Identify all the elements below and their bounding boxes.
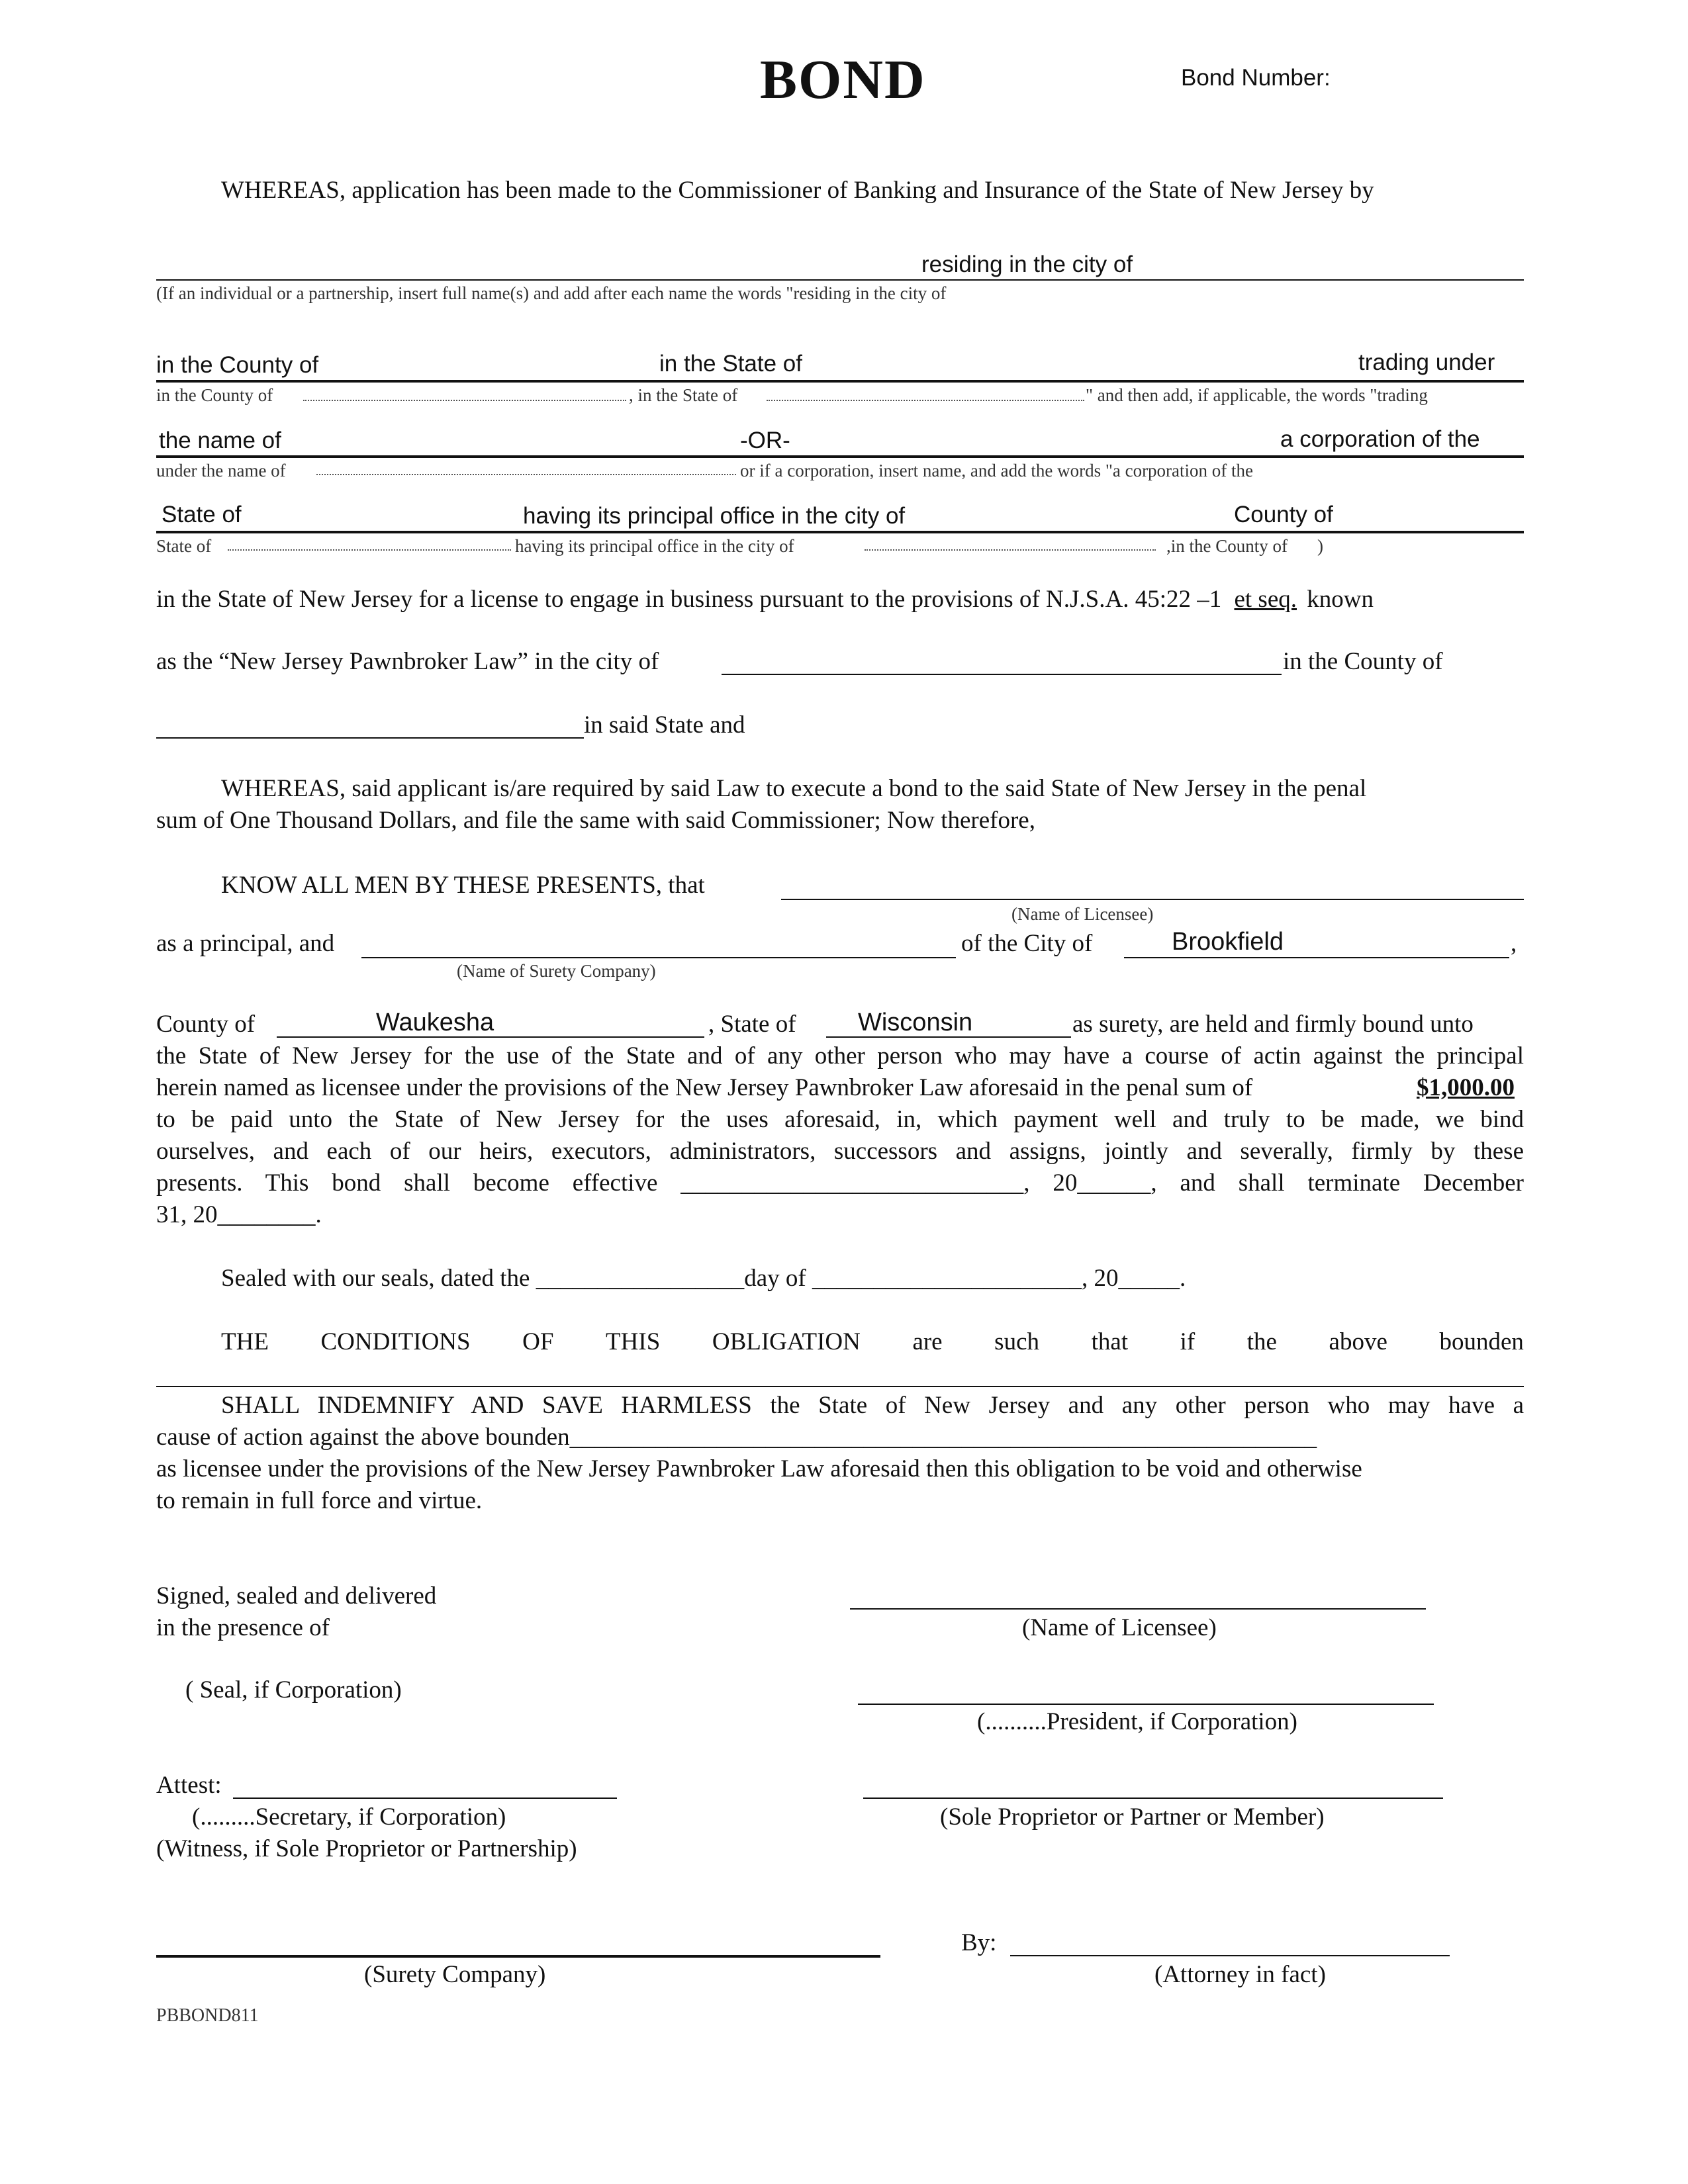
- conditions-word: CONDITIONS: [320, 1328, 471, 1355]
- county-label: in the County of: [156, 352, 319, 378]
- paragraph-line-5: ourselves, and each of our heirs, executors, administrators, successors and assigns, jointly and severally, firmly by these: [156, 1138, 1524, 1165]
- dotted-blank: [767, 400, 1084, 401]
- conditions-word: the: [1246, 1328, 1277, 1355]
- instruction-line-1: (If an individual or a partnership, insert full name(s) and add after each name the words "residing in the city of: [156, 283, 947, 303]
- surety-city-value[interactable]: Brookfield: [1172, 928, 1284, 956]
- name-of-label: the name of: [159, 428, 281, 453]
- indemnify-line-3: as licensee under the provisions of the New Jersey Pawnbroker Law aforesaid then this obligation to be void and otherwise: [156, 1455, 1362, 1482]
- name-of-licensee-label: (Name of Licensee): [1022, 1614, 1217, 1641]
- of-city-label: of the City of: [961, 930, 1093, 957]
- state-of-line[interactable]: [156, 531, 1524, 533]
- know-all-men-label: KNOW ALL MEN BY THESE PRESENTS, that: [221, 872, 705, 899]
- by-label: By:: [961, 1929, 997, 1956]
- name-of-line[interactable]: [156, 455, 1524, 458]
- dotted-blank: [316, 474, 736, 475]
- city-blank[interactable]: [722, 674, 1282, 675]
- comma: ,: [1511, 930, 1517, 957]
- president-signature-line[interactable]: [858, 1704, 1434, 1705]
- attorney-in-fact-label: (Attorney in fact): [1154, 1961, 1326, 1988]
- instruction-line-4d: ): [1317, 536, 1323, 556]
- bounden-name-blank[interactable]: [156, 1386, 1524, 1387]
- as-surety-text: as surety, are held and firmly bound unto: [1072, 1011, 1474, 1038]
- surety-company-label: (Surety Company): [364, 1961, 546, 1988]
- surety-company-signature-line[interactable]: [156, 1955, 880, 1958]
- county-of-text: County of: [156, 1011, 256, 1038]
- paragraph-line-7: 31, 20________.: [156, 1201, 322, 1228]
- corporation-of-label: a corporation of the: [1280, 426, 1480, 452]
- known-text: known: [1307, 586, 1374, 613]
- county-state-line[interactable]: [156, 380, 1524, 383]
- proprietor-signature-line[interactable]: [863, 1797, 1443, 1799]
- conditions-word: are: [912, 1328, 943, 1355]
- trading-under-label: trading under: [1358, 349, 1495, 375]
- indemnify-line-1: SHALL INDEMNIFY AND SAVE HARMLESS the State of New Jersey and any other person who may have a: [221, 1392, 1524, 1419]
- conditions-word: such: [994, 1328, 1039, 1355]
- indemnify-line-2: cause of action against the above bounden_____________________________________________________________: [156, 1424, 1317, 1451]
- instruction-line-3b: or if a corporation, insert name, and add the words "a corporation of the: [740, 461, 1254, 480]
- conditions-word: that: [1091, 1328, 1129, 1355]
- conditions-word: THIS: [606, 1328, 661, 1355]
- dotted-blank: [303, 400, 626, 401]
- conditions-word: THE: [221, 1328, 269, 1355]
- attest-label: Attest:: [156, 1772, 222, 1799]
- instruction-line-2b: , in the State of: [629, 385, 738, 405]
- signed-sealed-label: Signed, sealed and delivered: [156, 1582, 437, 1610]
- dotted-blank: [228, 549, 511, 551]
- surety-county-value[interactable]: Waukesha: [376, 1009, 494, 1036]
- instruction-line-2c: " and then add, if applicable, the words "trading: [1086, 385, 1428, 405]
- whereas-paragraph-1: WHEREAS, application has been made to the Commissioner of Banking and Insurance of the State of New Jersey by: [221, 177, 1374, 204]
- paragraph-line-6: presents. This bond shall become effective ____________________________, 20______, and shall terminate December: [156, 1169, 1524, 1197]
- in-presence-label: in the presence of: [156, 1614, 330, 1641]
- surety-state-value[interactable]: Wisconsin: [858, 1009, 973, 1036]
- surety-city-line: [1124, 957, 1509, 958]
- state-of-label: State of: [162, 502, 242, 527]
- in-county-of-label: in the County of: [1283, 648, 1443, 675]
- indemnify-line-4: to remain in full force and virtue.: [156, 1487, 483, 1514]
- seal-if-corporation-label: ( Seal, if Corporation): [185, 1676, 402, 1704]
- attest-signature-line[interactable]: [233, 1797, 617, 1799]
- attorney-signature-line[interactable]: [1010, 1955, 1450, 1956]
- instruction-line-2a: in the County of: [156, 385, 273, 405]
- et-seq: et seq.: [1234, 586, 1297, 613]
- secretary-label: (.........Secretary, if Corporation): [192, 1803, 506, 1831]
- sealed-dated-line: Sealed with our seals, dated the _________________day of ______________________, 20_____.: [221, 1265, 1186, 1292]
- sole-proprietor-label: (Sole Proprietor or Partner or Member): [940, 1803, 1325, 1831]
- license-line: [156, 585, 1374, 614]
- surety-company-blank[interactable]: [361, 957, 956, 958]
- licensee-signature-line[interactable]: [850, 1608, 1426, 1610]
- penal-sum-value: $1,000.00: [1417, 1074, 1515, 1101]
- instruction-line-4b: having its principal office in the city of: [515, 536, 794, 556]
- name-of-licensee-caption: (Name of Licensee): [1011, 904, 1154, 924]
- county-of-label: County of: [1234, 502, 1333, 527]
- principal-office-label: having its principal office in the city of: [523, 503, 906, 529]
- state-label: in the State of: [659, 351, 802, 377]
- bond-number-label: Bond Number:: [1181, 65, 1331, 91]
- conditions-word: OF: [522, 1328, 554, 1355]
- paragraph-line-2: the State of New Jersey for the use of the State and of any other person who may have a course of actin against the principal: [156, 1042, 1524, 1069]
- name-of-surety-caption: (Name of Surety Company): [457, 961, 656, 981]
- document-title: BOND: [760, 49, 926, 111]
- paragraph-line-4: to be paid unto the State of New Jersey for the uses aforesaid, in, which payment well and truly to be made, we bind: [156, 1106, 1524, 1133]
- president-label: (..........President, if Corporation): [977, 1708, 1297, 1735]
- instruction-line-3a: under the name of: [156, 461, 286, 480]
- applicant-name-line[interactable]: [156, 279, 1524, 281]
- conditions-word: bounden: [1439, 1328, 1524, 1355]
- residing-label: residing in the city of: [921, 251, 1133, 277]
- license-text: in the State of New Jersey for a license to engage in business pursuant to the provisions of N.J.S.A. 45:22 –1: [156, 586, 1222, 613]
- form-code: PBBOND811: [156, 2005, 259, 2026]
- whereas-paragraph-2-line1: WHEREAS, said applicant is/are required by said Law to execute a bond to the said State of New Jersey in the penal: [221, 775, 1367, 802]
- conditions-word: if: [1180, 1328, 1196, 1355]
- or-label: -OR-: [740, 428, 790, 453]
- conditions-word: OBLIGATION: [712, 1328, 861, 1355]
- licensee-name-blank[interactable]: [781, 899, 1524, 900]
- state-of-text: , State of: [708, 1011, 796, 1038]
- witness-label: (Witness, if Sole Proprietor or Partnership): [156, 1835, 577, 1862]
- instruction-line-4a: State of: [156, 536, 212, 556]
- pawnbroker-law-label: as the “New Jersey Pawnbroker Law” in the city of: [156, 648, 659, 675]
- conditions-line: [221, 1328, 1524, 1356]
- as-principal-label: as a principal, and: [156, 930, 335, 957]
- in-said-state-label: in said State and: [584, 711, 745, 739]
- county-blank[interactable]: [156, 737, 584, 739]
- whereas-paragraph-2-line2: sum of One Thousand Dollars, and file the same with said Commissioner; Now therefore,: [156, 807, 1035, 834]
- dotted-blank: [865, 549, 1156, 551]
- conditions-word: above: [1329, 1328, 1387, 1355]
- instruction-line-4c: ,in the County of: [1166, 536, 1288, 556]
- paragraph-line-3: herein named as licensee under the provisions of the New Jersey Pawnbroker Law aforesaid in the penal sum of: [156, 1074, 1253, 1101]
